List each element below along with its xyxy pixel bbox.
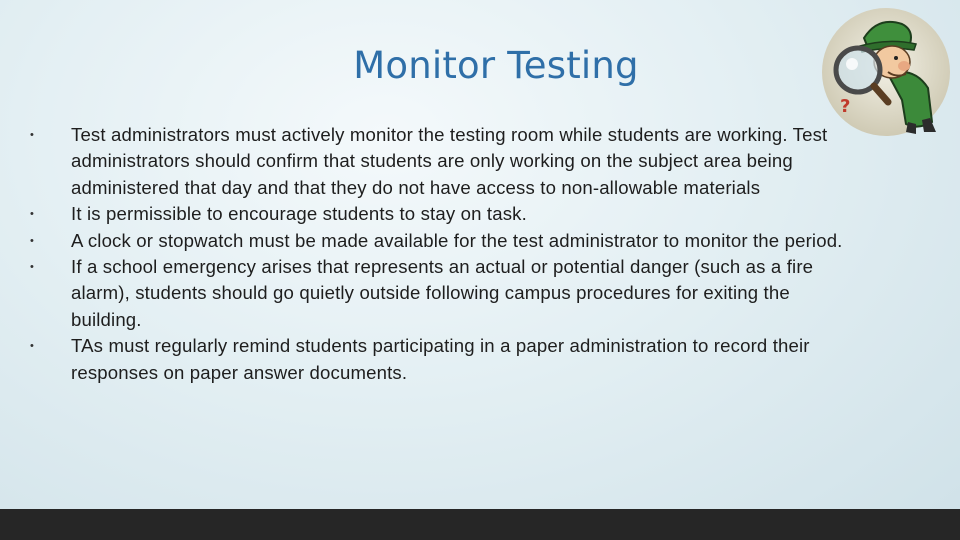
bullet-item: [24, 201, 854, 227]
svg-text:?: ?: [840, 96, 851, 117]
slide-title: Monitor Testing: [353, 44, 639, 87]
bullet-item: [24, 333, 854, 386]
bottom-bar: [0, 509, 960, 540]
bullet-item: [24, 254, 854, 333]
bullet-marker: •: [29, 129, 34, 141]
bullet-marker: •: [29, 234, 34, 247]
detective-magnifying-glass-icon: [818, 4, 954, 140]
bullet-item: [24, 228, 854, 254]
bullet-text: TAs must regularly remind students participating in a paper administration to record their responses on paper answer documents.: [71, 335, 810, 383]
bullet-text: A clock or stopwatch must be made available for the test administrator to monitor the period.: [71, 229, 843, 251]
bullet-list: [24, 122, 854, 386]
bullet-text: It is permissible to encourage students to stay on task.: [71, 203, 527, 225]
bullet-item: [24, 122, 854, 201]
bullet-marker: •: [29, 208, 34, 221]
bullet-marker: •: [29, 340, 34, 353]
bullet-marker: •: [29, 261, 34, 274]
bullet-text: Test administrators must actively monitor the testing room while students are working. Test administrators should confirm that students are only working on the subject area being administered that day and that they do not have access to non-allowable materials: [71, 124, 828, 198]
bullet-text: If a school emergency arises that represents an actual or potential danger (such as a fire alarm), students should go quietly outside following campus procedures for exiting the building.: [71, 256, 814, 330]
